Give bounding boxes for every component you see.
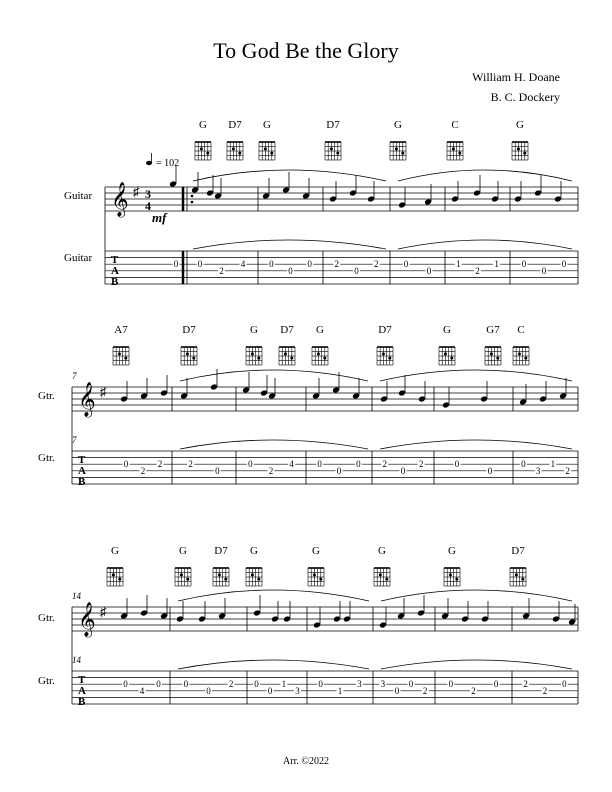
tempo-marking: = 102: [156, 158, 180, 169]
chord-diagram-dot: [517, 147, 520, 150]
tab-number: 3: [535, 465, 541, 476]
tab-number: 0: [215, 465, 220, 476]
chord-diagram-dot: [112, 573, 115, 576]
chord-symbol: G: [179, 545, 187, 557]
chord-diagram-dot: [515, 573, 518, 576]
chord-diagram-dot: [186, 578, 189, 581]
tab-clef: A: [78, 465, 86, 477]
tab-number: 1: [337, 685, 343, 696]
chord-diagram-dot: [330, 147, 333, 150]
tab-slur: [381, 660, 572, 669]
chord-diagram-dot: [232, 147, 235, 150]
chord-diagram-dot: [444, 352, 447, 355]
chord-symbol: G: [448, 545, 456, 557]
measure-number: 14: [72, 591, 81, 601]
chord-symbol: G: [263, 119, 271, 131]
tab-number: 0: [448, 679, 454, 690]
system-1-staff-label: Guitar: [64, 190, 93, 202]
tab-number: 0: [408, 679, 414, 690]
chord-symbol: C: [517, 324, 525, 336]
chord-symbol: G: [312, 545, 320, 557]
tab-number: 2: [268, 465, 274, 476]
tab-number: 0: [254, 679, 259, 690]
tab-number: 0: [394, 685, 400, 696]
tab-slur: [193, 240, 386, 249]
chord-diagram-dot: [458, 152, 461, 155]
chord-diagram-dot: [270, 152, 273, 155]
key-signature-sharp: ♯: [133, 184, 140, 199]
tab-number: 0: [317, 459, 322, 470]
chord-symbol: D7: [378, 324, 392, 336]
phrase-slur: [398, 170, 572, 181]
chord-diagram-dot: [313, 573, 316, 576]
tab-number: 2: [542, 685, 548, 696]
tab-number: 0: [403, 259, 409, 270]
dynamic-marking: mf: [152, 210, 167, 225]
tab-number: 2: [382, 459, 388, 470]
chord-symbol: G: [443, 324, 451, 336]
tab-clef: A: [78, 685, 86, 697]
tab-clef: T: [111, 254, 119, 266]
chord-diagram-dot: [206, 152, 209, 155]
chord-diagram-dot: [455, 578, 458, 581]
tab-number: 0: [248, 459, 253, 470]
chord-symbol: G: [516, 119, 524, 131]
chord-symbol: G: [199, 119, 207, 131]
tab-number: 0: [206, 685, 211, 696]
chord-diagram-dot: [251, 573, 254, 576]
tab-number: 0: [318, 679, 323, 690]
chord-diagram-dot: [124, 357, 127, 360]
tab-number: 0: [541, 265, 547, 276]
tab-number: 2: [219, 265, 224, 276]
tab-number: 2: [475, 265, 480, 276]
measure-number: 7: [72, 435, 77, 445]
chord-diagram-dot: [317, 352, 320, 355]
tab-number: 0: [183, 679, 189, 690]
measure-number: 14: [72, 655, 81, 665]
tab-number: 0: [426, 265, 432, 276]
chord-diagram-dot: [523, 152, 526, 155]
chord-diagram-dot: [257, 357, 260, 360]
chord-diagram-dot: [186, 352, 189, 355]
chord-diagram-dot: [521, 578, 524, 581]
time-signature-top: 3: [145, 187, 151, 201]
tab-number: 2: [373, 259, 379, 270]
tab-number: 2: [523, 679, 528, 690]
chord-diagram-dot: [323, 357, 326, 360]
tab-number: 2: [188, 459, 193, 470]
chord-diagram-dot: [224, 578, 227, 581]
tab-number: 0: [562, 679, 567, 690]
page-title: To God Be the Glory: [213, 38, 399, 63]
chord-diagram-dot: [200, 147, 203, 150]
chord-symbol: G7: [486, 324, 500, 336]
tab-number: 4: [289, 459, 294, 470]
tab-clef: B: [111, 276, 119, 288]
chord-diagram-dot: [395, 147, 398, 150]
tab-number: 2: [565, 465, 570, 476]
tab-slur: [180, 440, 368, 449]
measure-number: 7: [72, 371, 77, 381]
chord-diagram-dot: [218, 573, 221, 576]
chord-symbol: G: [316, 324, 324, 336]
chord-symbol: G: [250, 324, 258, 336]
tab-clef: B: [78, 476, 86, 488]
tab-number: 0: [123, 459, 129, 470]
tab-clef: B: [78, 696, 86, 708]
tab-number: 0: [487, 465, 493, 476]
phrase-slur: [178, 590, 369, 601]
tab-slur: [178, 660, 369, 669]
chord-diagram-dot: [284, 352, 287, 355]
chord-diagram-dot: [264, 147, 267, 150]
tab-number: 0: [156, 679, 161, 690]
chord-diagram-dot: [388, 357, 391, 360]
chord-diagram-dot: [118, 578, 121, 581]
treble-clef: 𝄞: [78, 383, 96, 416]
tab-slur: [380, 440, 572, 449]
tab-number: 3: [295, 685, 300, 696]
tab-number: 0: [454, 459, 460, 470]
tab-number: 0: [307, 259, 312, 270]
chord-symbol: G: [111, 545, 119, 557]
tab-clef: A: [111, 265, 119, 277]
tab-number: 0: [521, 259, 527, 270]
chord-diagram-dot: [238, 152, 241, 155]
tab-number: 2: [422, 685, 428, 696]
tab-number: 4: [139, 685, 145, 696]
chord-diagram-dot: [524, 357, 527, 360]
tab-number: 2: [334, 259, 340, 270]
tab-number: 0: [493, 679, 499, 690]
chord-diagram-dot: [180, 573, 183, 576]
chord-symbol: D7: [214, 545, 228, 557]
system-2-tab-label: Gtr.: [38, 452, 55, 464]
repeat-dot: [191, 195, 194, 198]
chord-diagram-dot: [496, 357, 499, 360]
system-1-tab-label: Guitar: [64, 252, 93, 264]
chord-diagram-dot: [382, 352, 385, 355]
tab-number: 2: [228, 679, 234, 690]
tab-number: 0: [400, 465, 406, 476]
chord-diagram-dot: [452, 147, 455, 150]
tab-number: 0: [561, 259, 567, 270]
tab-number: 1: [494, 259, 499, 270]
chord-diagram-dot: [192, 357, 195, 360]
chord-symbol: G: [378, 545, 386, 557]
chord-diagram-dot: [290, 357, 293, 360]
system-2-staff-label: Gtr.: [38, 390, 55, 402]
tab-number: 3: [357, 679, 362, 690]
tab-number: 2: [140, 465, 146, 476]
chord-diagram-dot: [118, 352, 121, 355]
phrase-slur: [180, 370, 368, 381]
tab-number: 0: [267, 685, 273, 696]
chord-diagram-dot: [385, 578, 388, 581]
tab-number: 0: [356, 459, 361, 470]
tab-number: 0: [336, 465, 342, 476]
tab-number: 1: [456, 259, 461, 270]
chord-symbol: D7: [511, 545, 525, 557]
tab-number: 0: [123, 679, 128, 690]
tab-number: 1: [550, 459, 556, 470]
tab-number: 0: [354, 265, 359, 276]
chord-symbol: G: [250, 545, 258, 557]
treble-clef: 𝄞: [111, 183, 129, 216]
key-signature-sharp: ♯: [100, 384, 107, 399]
chord-symbol: C: [451, 119, 459, 131]
chord-diagram-dot: [450, 357, 453, 360]
tab-number: 0: [197, 259, 203, 270]
treble-clef: 𝄞: [78, 603, 96, 636]
phrase-slur: [380, 370, 572, 381]
chord-diagram-dot: [257, 578, 260, 581]
chord-diagram-dot: [319, 578, 322, 581]
chord-diagram-dot: [251, 352, 254, 355]
chord-diagram-dot: [401, 152, 404, 155]
tab-clef: T: [78, 454, 86, 466]
arranger-credit: B. C. Dockery: [490, 90, 560, 104]
tab-number: 2: [418, 459, 424, 470]
phrase-slur: [193, 170, 386, 181]
key-signature-sharp: ♯: [100, 604, 107, 619]
tab-number: 1: [281, 679, 287, 690]
system-3-tab-label: Gtr.: [38, 675, 55, 687]
chord-symbol: D7: [326, 119, 340, 131]
tab-number: 4: [240, 259, 246, 270]
chord-diagram-dot: [449, 573, 452, 576]
tab-slur: [398, 240, 572, 249]
composer-credit: William H. Doane: [472, 70, 560, 84]
tab-number: 2: [157, 459, 163, 470]
tab-number: 0: [288, 265, 293, 276]
tab-number: 0: [269, 259, 274, 270]
phrase-slur: [381, 590, 572, 601]
chord-diagram-dot: [490, 352, 493, 355]
tab-clef: T: [78, 674, 86, 686]
tab-number: 0: [173, 259, 179, 270]
tab-number: 3: [380, 679, 386, 690]
tab-number: 0: [521, 459, 526, 470]
chord-symbol: A7: [114, 324, 128, 336]
chord-symbol: D7: [228, 119, 242, 131]
chord-diagram-dot: [379, 573, 382, 576]
chord-symbol: D7: [280, 324, 294, 336]
chord-diagram-dot: [518, 352, 521, 355]
repeat-dot: [191, 201, 194, 204]
chord-symbol: G: [394, 119, 402, 131]
chord-diagram-dot: [336, 152, 339, 155]
chord-symbol: D7: [182, 324, 196, 336]
system-3-staff-label: Gtr.: [38, 612, 55, 624]
copyright-footer: Arr. ©2022: [283, 756, 329, 767]
time-signature-bottom: 4: [145, 199, 151, 213]
tab-number: 2: [471, 685, 476, 696]
